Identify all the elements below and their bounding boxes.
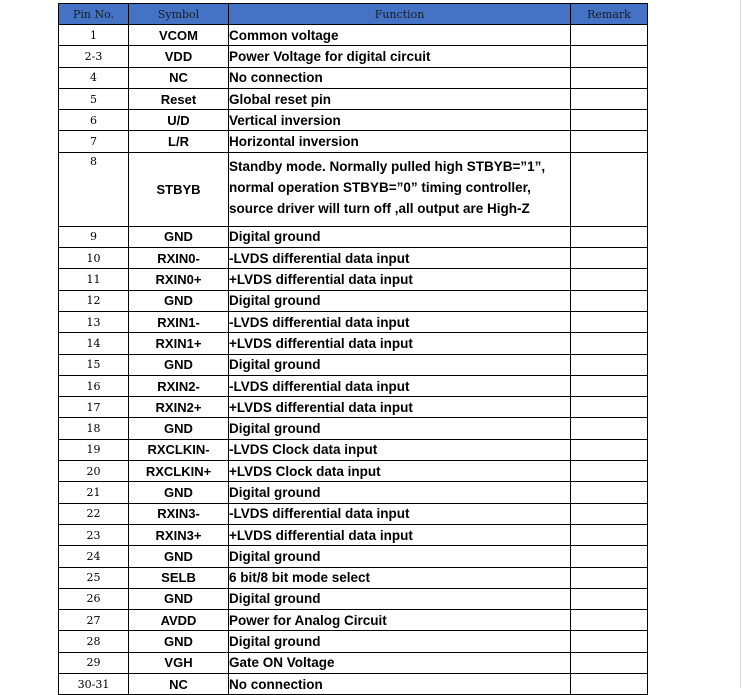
pin-number: 25	[59, 567, 129, 588]
remark-cell	[571, 248, 648, 269]
function-cell: Digital ground	[229, 482, 571, 503]
table-row	[59, 152, 648, 226]
function-cell: Power Voltage for digital circuit	[229, 46, 571, 67]
symbol-cell: L/R	[129, 131, 229, 152]
remark-cell	[571, 631, 648, 652]
function-cell: -LVDS differential data input	[229, 503, 571, 524]
pin-number: 16	[59, 375, 129, 396]
remark-cell	[571, 652, 648, 673]
remark-cell	[571, 461, 648, 482]
table-header-row	[59, 4, 648, 25]
table-row	[59, 610, 648, 631]
symbol-cell: GND	[129, 226, 229, 247]
table-row	[59, 482, 648, 503]
table-row	[59, 248, 648, 269]
remark-cell	[571, 588, 648, 609]
remark-cell	[571, 567, 648, 588]
pin-number: 19	[59, 439, 129, 460]
table-row	[59, 375, 648, 396]
remark-cell	[571, 110, 648, 131]
function-cell: No connection	[229, 674, 571, 695]
symbol-cell: VDD	[129, 46, 229, 67]
function-cell: Digital ground	[229, 546, 571, 567]
pin-number: 10	[59, 248, 129, 269]
function-cell: -LVDS Clock data input	[229, 439, 571, 460]
symbol-cell: GND	[129, 482, 229, 503]
remark-cell	[571, 46, 648, 67]
pin-number: 7	[59, 131, 129, 152]
function-cell: Vertical inversion	[229, 110, 571, 131]
remark-cell	[571, 131, 648, 152]
function-cell: +LVDS differential data input	[229, 269, 571, 290]
symbol-cell: VGH	[129, 652, 229, 673]
symbol-cell: NC	[129, 674, 229, 695]
remark-cell	[571, 226, 648, 247]
remark-cell	[571, 418, 648, 439]
remark-cell	[571, 290, 648, 311]
symbol-cell: RXCLKIN-	[129, 439, 229, 460]
pin-number: 11	[59, 269, 129, 290]
pin-number: 13	[59, 311, 129, 332]
symbol-cell: GND	[129, 588, 229, 609]
pin-number: 9	[59, 226, 129, 247]
remark-cell	[571, 546, 648, 567]
table-row	[59, 418, 648, 439]
function-cell: Digital ground	[229, 631, 571, 652]
remark-cell	[571, 503, 648, 524]
table-row	[59, 652, 648, 673]
pin-number: 21	[59, 482, 129, 503]
table-row	[59, 588, 648, 609]
pin-number: 8	[59, 152, 129, 226]
pin-number: 5	[59, 88, 129, 109]
function-cell: Standby mode. Normally pulled high STBYB=”1”, normal operation STBYB=”0” timing controller, source driver will turn off ,all output are High-Z	[229, 152, 571, 226]
symbol-cell: GND	[129, 631, 229, 652]
header-remark: Remark	[571, 4, 648, 25]
function-cell: Power for Analog Circuit	[229, 610, 571, 631]
function-cell: +LVDS differential data input	[229, 397, 571, 418]
table-row	[59, 67, 648, 88]
symbol-cell: RXIN0+	[129, 269, 229, 290]
remark-cell	[571, 354, 648, 375]
page-edge-line	[740, 0, 741, 688]
pin-number: 12	[59, 290, 129, 311]
remark-cell	[571, 610, 648, 631]
function-cell: Horizontal inversion	[229, 131, 571, 152]
table-body	[59, 25, 648, 695]
function-cell: +LVDS differential data input	[229, 524, 571, 545]
function-cell: Digital ground	[229, 588, 571, 609]
symbol-cell: RXCLKIN+	[129, 461, 229, 482]
function-cell: 6 bit/8 bit mode select	[229, 567, 571, 588]
header-function: Function	[229, 4, 571, 25]
header-symbol: Symbol	[129, 4, 229, 25]
table-row	[59, 88, 648, 109]
function-cell: Gate ON Voltage	[229, 652, 571, 673]
pin-number: 14	[59, 333, 129, 354]
header-pin-no: Pin No.	[59, 4, 129, 25]
pin-number: 6	[59, 110, 129, 131]
pin-number: 2-3	[59, 46, 129, 67]
symbol-cell: STBYB	[129, 152, 229, 226]
function-cell: -LVDS differential data input	[229, 248, 571, 269]
pin-number: 30-31	[59, 674, 129, 695]
function-cell: No connection	[229, 67, 571, 88]
table-row	[59, 311, 648, 332]
table-row	[59, 110, 648, 131]
symbol-cell: RXIN3-	[129, 503, 229, 524]
remark-cell	[571, 375, 648, 396]
remark-cell	[571, 25, 648, 46]
pin-number: 20	[59, 461, 129, 482]
pin-number: 22	[59, 503, 129, 524]
remark-cell	[571, 333, 648, 354]
pin-number: 18	[59, 418, 129, 439]
symbol-cell: RXIN1+	[129, 333, 229, 354]
table-row	[59, 524, 648, 545]
remark-cell	[571, 88, 648, 109]
table-row	[59, 290, 648, 311]
table-row	[59, 567, 648, 588]
symbol-cell: RXIN2+	[129, 397, 229, 418]
symbol-cell: Reset	[129, 88, 229, 109]
function-cell: +LVDS Clock data input	[229, 461, 571, 482]
function-cell: Digital ground	[229, 226, 571, 247]
pin-number: 24	[59, 546, 129, 567]
pin-number: 27	[59, 610, 129, 631]
remark-cell	[571, 674, 648, 695]
remark-cell	[571, 269, 648, 290]
symbol-cell: GND	[129, 546, 229, 567]
function-cell: -LVDS differential data input	[229, 311, 571, 332]
symbol-cell: NC	[129, 67, 229, 88]
pin-definition-table	[58, 3, 648, 695]
pin-number: 28	[59, 631, 129, 652]
remark-cell	[571, 397, 648, 418]
function-cell: Digital ground	[229, 354, 571, 375]
function-cell: Common voltage	[229, 25, 571, 46]
pin-number: 26	[59, 588, 129, 609]
function-cell: -LVDS differential data input	[229, 375, 571, 396]
symbol-cell: RXIN1-	[129, 311, 229, 332]
symbol-cell: U/D	[129, 110, 229, 131]
pin-number: 1	[59, 25, 129, 46]
symbol-cell: AVDD	[129, 610, 229, 631]
symbol-cell: GND	[129, 418, 229, 439]
pin-number: 15	[59, 354, 129, 375]
table-row	[59, 439, 648, 460]
pin-number: 29	[59, 652, 129, 673]
symbol-cell: SELB	[129, 567, 229, 588]
pin-number: 17	[59, 397, 129, 418]
table-row	[59, 25, 648, 46]
remark-cell	[571, 482, 648, 503]
symbol-cell: RXIN3+	[129, 524, 229, 545]
table-row	[59, 546, 648, 567]
table-row	[59, 46, 648, 67]
function-cell: Digital ground	[229, 418, 571, 439]
table-row	[59, 461, 648, 482]
table-row	[59, 397, 648, 418]
table-row	[59, 226, 648, 247]
symbol-cell: VCOM	[129, 25, 229, 46]
remark-cell	[571, 524, 648, 545]
table-row	[59, 354, 648, 375]
function-cell: Digital ground	[229, 290, 571, 311]
pin-number: 23	[59, 524, 129, 545]
pin-number: 4	[59, 67, 129, 88]
symbol-cell: RXIN0-	[129, 248, 229, 269]
function-cell: +LVDS differential data input	[229, 333, 571, 354]
table-row	[59, 631, 648, 652]
remark-cell	[571, 439, 648, 460]
symbol-cell: GND	[129, 354, 229, 375]
table-row	[59, 503, 648, 524]
table-row	[59, 269, 648, 290]
remark-cell	[571, 152, 648, 226]
function-cell: Global reset pin	[229, 88, 571, 109]
remark-cell	[571, 67, 648, 88]
symbol-cell: GND	[129, 290, 229, 311]
table-row	[59, 674, 648, 695]
symbol-cell: RXIN2-	[129, 375, 229, 396]
table-row	[59, 131, 648, 152]
remark-cell	[571, 311, 648, 332]
table-row	[59, 333, 648, 354]
